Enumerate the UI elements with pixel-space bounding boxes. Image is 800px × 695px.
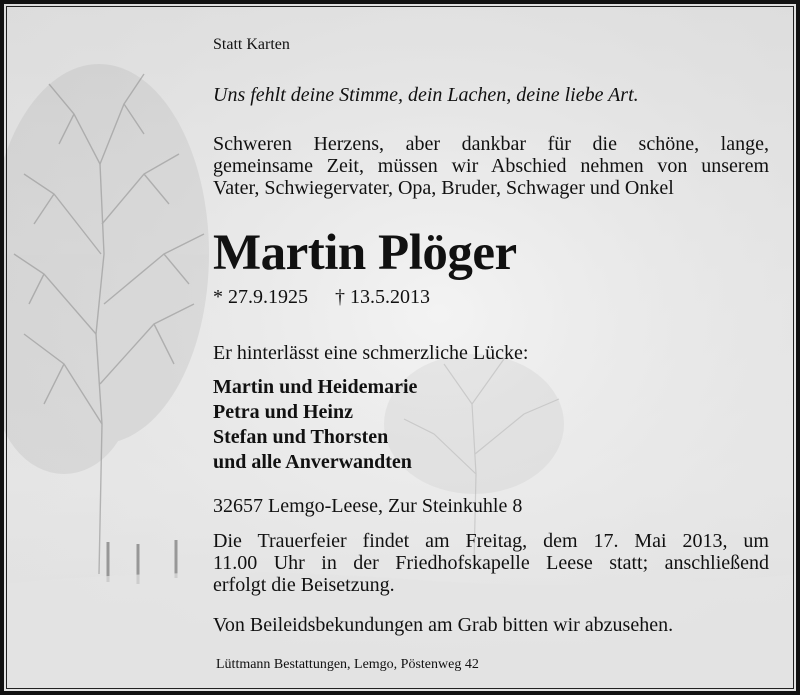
survivor-name: Petra und Heinz [213,401,353,423]
survivors-intro: Er hinterlässt eine schmerzliche Lücke: [213,342,529,364]
condolence-note: Von Beileidsbekundungen am Grab bitten wir abzusehen. [213,614,674,636]
intro-line: Schweren Herzens, aber dankbar für die schöne, lange, [213,133,769,155]
header-note: Statt Karten [213,36,290,53]
intro-paragraph [213,133,769,199]
undertaker-info: Lüttmann Bestattungen, Lemgo, Pöstenweg 42 [216,657,479,672]
survivor-name: Martin und Heidemarie [213,376,418,398]
intro-line: Vater, Schwiegervater, Opa, Bruder, Schwager und Onkel [213,177,674,199]
address: 32657 Lemgo-Leese, Zur Steinkuhle 8 [213,495,523,517]
funeral-line: 11.00 Uhr in der Friedhofskapelle Leese statt; anschließend [213,552,769,574]
deceased-name: Martin Plöger [213,225,517,281]
funeral-line: erfolgt die Beisetzung. [213,574,395,596]
birth-date: * 27.9.1925 [213,286,308,308]
survivor-name: und alle Anverwandten [213,451,412,473]
intro-line: gemeinsame Zeit, müssen wir Abschied nehmen von unserem [213,155,769,177]
death-date: † 13.5.2013 [335,286,430,308]
motto: Uns fehlt deine Stimme, dein Lachen, deine liebe Art. [213,84,639,106]
funeral-paragraph [213,530,769,596]
funeral-line: Die Trauerfeier findet am Freitag, dem 17. Mai 2013, um [213,530,769,552]
survivor-name: Stefan und Thorsten [213,426,389,448]
